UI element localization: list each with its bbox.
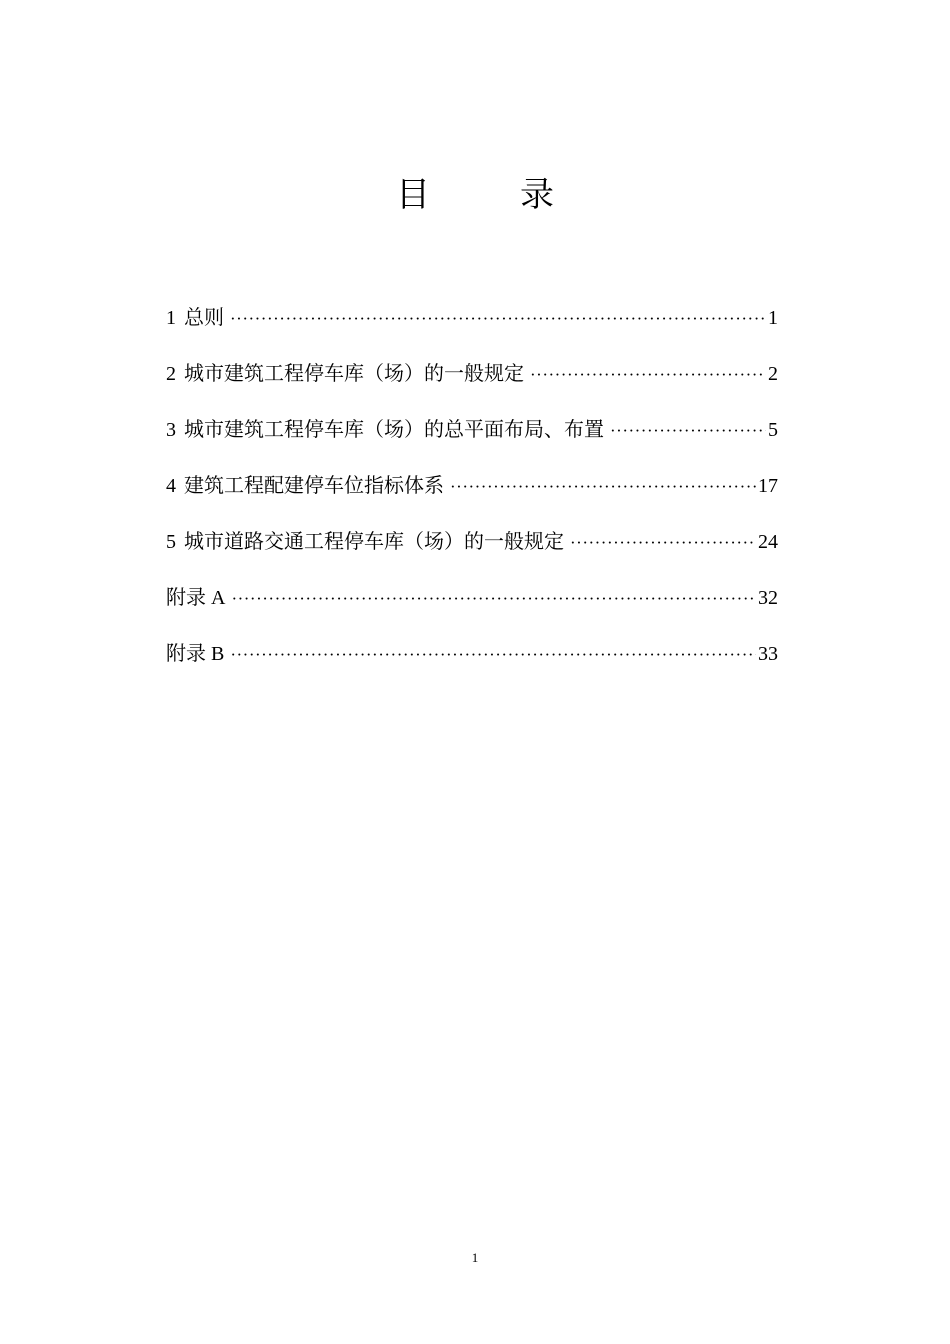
toc-dot-leader — [450, 469, 756, 505]
page-number: 1 — [471, 1250, 479, 1265]
toc-dot-leader — [530, 357, 766, 393]
toc-entry-label — [166, 356, 530, 392]
toc-entry-label — [166, 412, 610, 448]
toc-entry-4[interactable] — [166, 468, 778, 524]
toc-entry-1[interactable] — [166, 300, 778, 356]
toc-entry-text: 附录 B — [166, 643, 225, 665]
toc-entry-text: 建筑工程配建停车位指标体系 — [184, 475, 444, 497]
toc-entry-number: 5 — [166, 531, 176, 553]
toc-entry-appendix-b[interactable] — [166, 636, 778, 692]
toc-entry-page: 1 — [768, 307, 778, 329]
toc-dot-leader — [231, 581, 756, 617]
toc-entry-text: 总则 — [184, 307, 224, 329]
toc-entry-number: 2 — [166, 363, 176, 385]
toc-entry-page: 24 — [758, 531, 778, 553]
toc-entry-text: 附录 A — [166, 587, 226, 609]
toc-entry-text: 城市建筑工程停车库（场）的一般规定 — [184, 363, 524, 385]
toc-entry-label — [166, 524, 570, 560]
toc-dot-leader — [610, 413, 766, 449]
toc-dot-leader — [230, 301, 766, 337]
toc-entry-3[interactable] — [166, 412, 778, 468]
toc-entry-label — [166, 636, 230, 672]
toc-entry-page: 33 — [758, 643, 778, 665]
toc-entry-page: 2 — [768, 363, 778, 385]
toc-entry-page: 17 — [758, 475, 778, 497]
toc-entry-number: 3 — [166, 419, 176, 441]
toc-dot-leader — [570, 525, 756, 561]
toc-entry-page: 32 — [758, 587, 778, 609]
toc-entry-5[interactable] — [166, 524, 778, 580]
toc-entry-text: 城市道路交通工程停车库（场）的一般规定 — [184, 531, 564, 553]
toc-entry-appendix-a[interactable] — [166, 580, 778, 636]
toc-entry-page: 5 — [768, 419, 778, 441]
toc-entry-number: 4 — [166, 475, 176, 497]
toc-title: 目 录 — [396, 177, 582, 214]
toc-entry-2[interactable] — [166, 356, 778, 412]
toc-list — [166, 300, 778, 692]
toc-entry-label — [166, 468, 450, 504]
toc-entry-number: 1 — [166, 307, 176, 329]
toc-entry-label — [166, 300, 230, 336]
toc-entry-label — [166, 580, 231, 616]
toc-dot-leader — [230, 637, 756, 673]
toc-entry-text: 城市建筑工程停车库（场）的总平面布局、布置 — [184, 419, 604, 441]
